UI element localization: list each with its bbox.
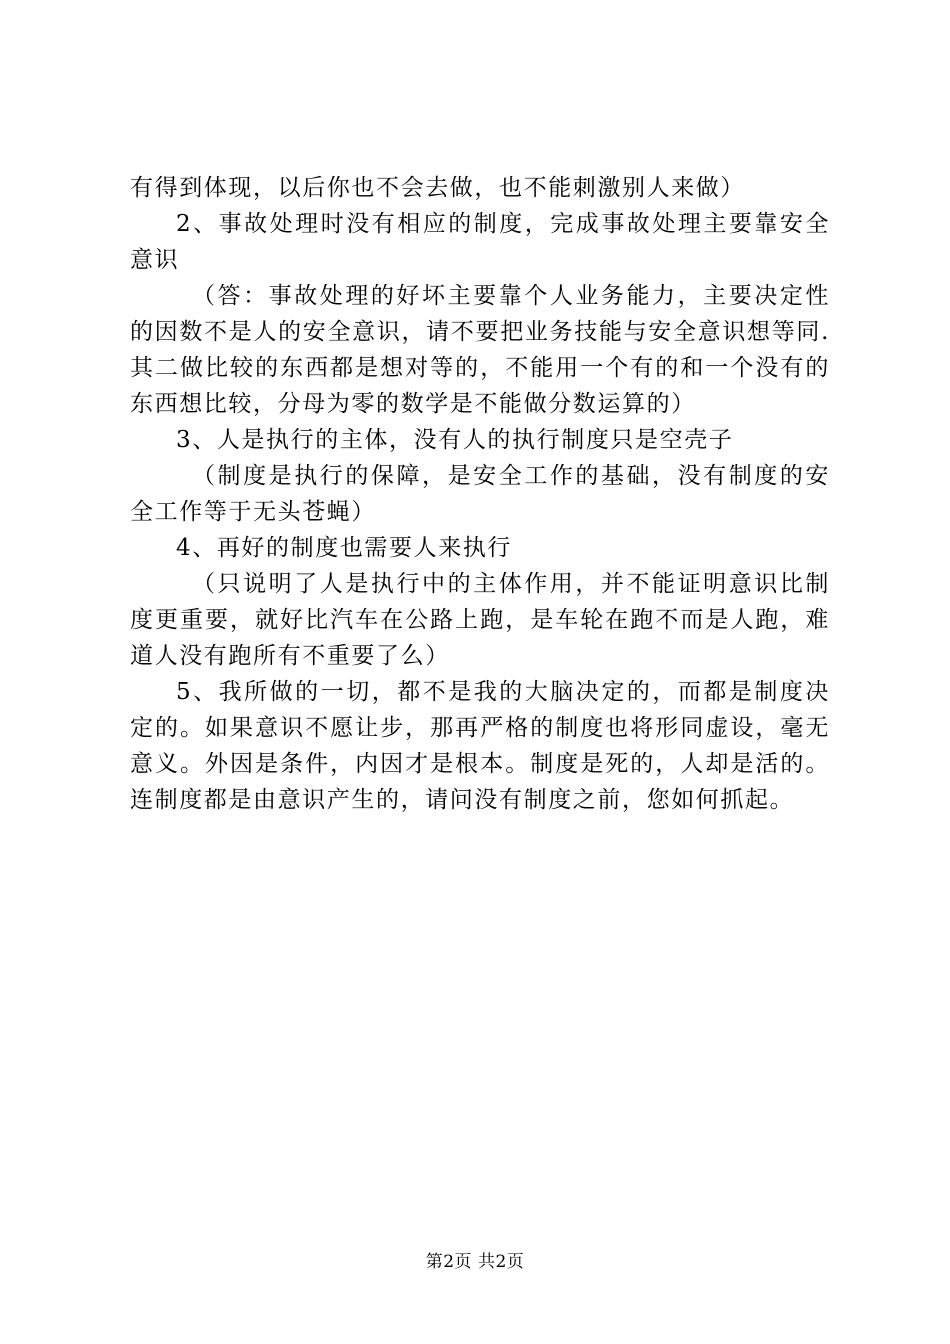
paragraph-point-4: 4、再好的制度也需要人来执行 <box>176 535 513 561</box>
paragraph-continuation: 有得到体现，以后你也不会去做，也不能刺激别人来做） <box>130 175 745 201</box>
paragraph-reply-4: （只说明了人是执行中的主体作用，并不能证明意识比制度更重要，就好比汽车在公路上跑，是车轮在跑不而是人跑，难道人没有跑所有不重要了么） <box>130 571 830 669</box>
paragraph-point-3: 3、人是执行的主体，没有人的执行制度只是空壳子 <box>176 427 734 453</box>
paragraph-point-2: 2、事故处理时没有相应的制度，完成事故处理主要靠安全意识 <box>130 211 830 273</box>
paragraph-reply-3: （制度是执行的保障，是安全工作的基础，没有制度的安全工作等于无头苍蝇） <box>130 463 830 525</box>
page-number-footer: 第2页 共2页 <box>425 1252 525 1272</box>
paragraph-reply-2: （答：事故处理的好坏主要靠个人业务能力，主要决定性的因数不是人的安全意识，请不要把业务技能与安全意识想等同.其二做比较的东西都是想对等的，不能用一个有的和一个没有的东西想比较，分母为零的数学是不能做分数运算的） <box>130 283 830 417</box>
document-body <box>130 170 830 818</box>
paragraph-point-5: 5、我所做的一切，都不是我的大脑决定的，而都是制度决定的。如果意识不愿让步，那再严格的制度也将形同虚设，毫无意义。外因是条件，内因才是根本。制度是死的，人却是活的。连制度都是由意识产生的，请问没有制度之前，您如何抓起。 <box>130 679 830 813</box>
